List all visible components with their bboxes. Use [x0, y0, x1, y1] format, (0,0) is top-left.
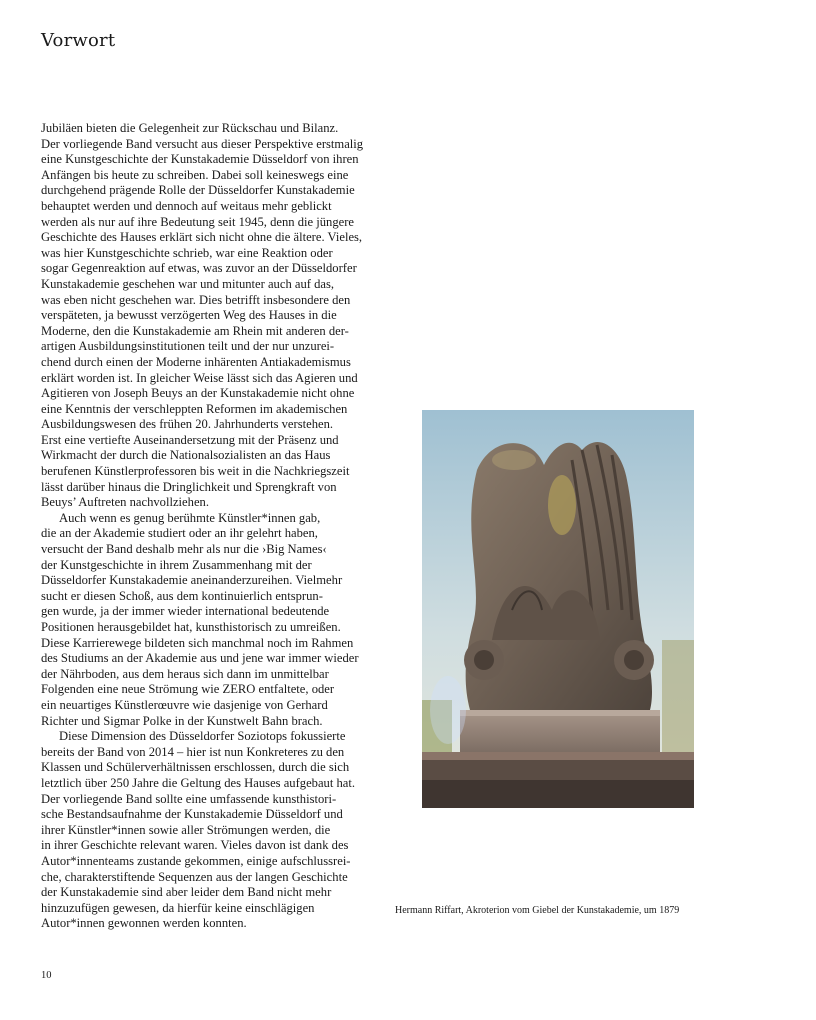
text-line: ihrer Künstler*innen sowie aller Strömungen werden, die: [41, 822, 331, 837]
text-line: sucht er diesen Schoß, aus dem kontinuierlich entsprun-: [41, 588, 323, 603]
text-line: der Kunstgeschichte in ihrem Zusammenhang mit der: [41, 557, 312, 572]
text-line: die an der Akademie studiert oder an ihr gelehrt haben,: [41, 526, 318, 541]
text-line: Erst eine vertiefte Auseinandersetzung mit der Präsenz und: [41, 432, 339, 447]
text-line: berufenen Künstlerprofessoren bis weit in die Nachkriegszeit: [41, 464, 350, 479]
text-line: Richter und Sigmar Polke in der Kunstwelt Bahn brach.: [41, 713, 323, 728]
text-line: Jubiläen bieten die Gelegenheit zur Rückschau und Bilanz.: [41, 121, 339, 135]
text-line: eine Kenntnis der verschleppten Reformen im akademischen: [41, 401, 348, 416]
text-line: des Studiums an der Akademie aus und jene war immer wieder: [41, 651, 359, 666]
text-line: versucht der Band deshalb mehr als nur die ›Big Names‹: [41, 542, 327, 557]
text-line: bereits der Band von 2014 – hier ist nun Konkreteres zu den: [41, 744, 345, 759]
text-line: verspäteten, ja bewusst verzögerten Weg des Hauses in die: [41, 308, 337, 323]
text-line: Kunstakademie geschehen war und mitunter auch auf das,: [41, 276, 335, 291]
text-line: was eben nicht geschehen war. Dies betrifft insbesondere den: [41, 292, 351, 307]
text-line: letztlich über 250 Jahre die Geltung des Hauses aufgebaut hat.: [41, 775, 356, 790]
figure-caption: Hermann Riffart, Akroterion vom Giebel der Kunstakademie, um 1879: [395, 905, 680, 916]
text-line: Diese Karrierewege bildeten sich manchmal noch im Rahmen: [41, 635, 354, 650]
text-line: eine Kunstgeschichte der Kunstakademie Düsseldorf von ihren: [41, 152, 359, 167]
sculpture-photo: [422, 410, 694, 808]
text-line: Diese Dimension des Düsseldorfer Soziotops fokussierte: [59, 729, 346, 744]
text-line: der Kunstakademie sind aber leider dem Band nicht mehr: [41, 885, 332, 900]
text-line: ein neuartiges Künstlerœuvre wie dasjenige von Gerhard: [41, 697, 328, 712]
text-line: Agitieren von Joseph Beuys an der Kunstakademie nicht ohne: [41, 386, 355, 401]
text-line: Anfängen bis heute zu schreiben. Dabei soll keineswegs eine: [41, 167, 349, 182]
text-line: Geschichte des Hauses erklärt sich nicht ohne die ältere. Vieles,: [41, 230, 363, 245]
text-line: sche Bestandsaufnahme der Kunstakademie Düsseldorf und: [41, 807, 343, 822]
text-line: in ihrer Geschichte relevant waren. Vieles davon ist dank des: [41, 838, 349, 853]
text-line: Wirkmacht der durch die Nationalsozialisten an das Haus: [41, 448, 331, 463]
text-line: chend durch einen der Moderne inhärenten Antiakademismus: [41, 354, 351, 369]
text-line: Autor*innen gewonnen werden konnten.: [41, 916, 247, 931]
text-line: erklärt worden ist. In gleicher Weise lässt sich das Agieren und: [41, 370, 358, 385]
text-line: Der vorliegende Band versucht aus dieser Perspektive erstmalig: [41, 136, 364, 151]
text-line: Positionen herausgebildet hat, kunsthistorisch zu umreißen.: [41, 620, 341, 634]
text-line: Der vorliegende Band sollte eine umfassende kunsthistori-: [41, 791, 337, 806]
text-line: durchgehend prägende Rolle der Düsseldorfer Kunstakademie: [41, 183, 355, 198]
text-line: Beuys’ Auftreten nachvollziehen.: [41, 495, 209, 510]
text-line: der Nährboden, aus dem heraus sich dann im unmittelbar: [41, 666, 329, 681]
text-line: Ausbildungswesen des frühen 20. Jahrhunderts verstehen.: [41, 417, 334, 432]
text-line: sogar Gegenreaktion auf etwas, was zuvor an der Düsseldorfer: [41, 261, 357, 276]
text-line: che, charakterstiftende Sequenzen aus der langen Geschichte: [41, 869, 348, 884]
page-number: 10: [41, 970, 52, 981]
text-line: Auch wenn es genug berühmte Künstler*innen gab,: [59, 510, 321, 525]
page-title: Vorwort: [41, 30, 116, 51]
text-line: Klassen und Schülerverhältnissen erschlossen, durch die sich: [41, 760, 350, 775]
text-line: hinzuzufügen gewesen, da hierfür keine einschlägigen: [41, 900, 315, 915]
text-line: was hier Kunstgeschichte schrieb, war eine Reaktion oder: [41, 245, 333, 260]
text-line: werden als nur auf ihre Bedeutung seit 1945, denn die jüngere: [41, 214, 354, 229]
text-line: lässt darüber hinaus die Dringlichkeit und Sprengkraft von: [41, 479, 337, 494]
text-line: gen wurde, ja der immer wieder international bedeutende: [41, 604, 330, 619]
text-line: Moderne, den die Kunstakademie am Rhein mit anderen der-: [41, 323, 349, 338]
text-line: Autor*innenteams zustande gekommen, einige aufschlussrei-: [41, 853, 351, 868]
text-line: Folgenden eine neue Strömung wie ZERO entfaltete, oder: [41, 682, 335, 697]
text-line: artigen Ausbildungsinstitutionen teilt und der nur unzurei-: [41, 339, 335, 354]
body-text: [41, 121, 371, 932]
text-line: behauptet werden und dennoch auf weitaus mehr geblickt: [41, 198, 332, 213]
text-line: Düsseldorfer Kunstakademie aneinanderzureihen. Vielmehr: [41, 573, 343, 588]
